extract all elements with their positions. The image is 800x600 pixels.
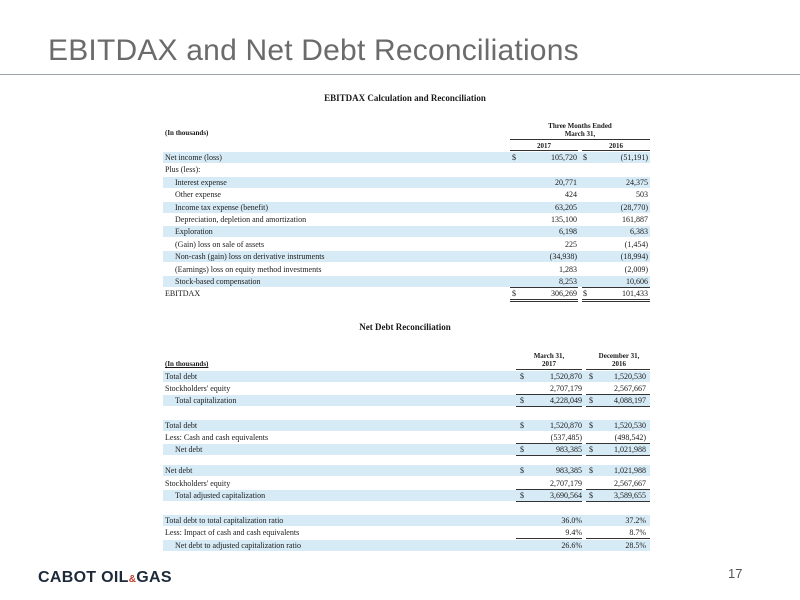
netdebt-row: [163, 371, 650, 382]
company-logo: [38, 569, 172, 587]
ebitdax-value-2017: 63,205: [555, 203, 577, 212]
ebitdax-table-title: EBITDAX Calculation and Reconciliation: [324, 93, 486, 103]
ebitdax-value-2016: 10,606: [626, 277, 648, 286]
netdebt-currency-col2: $: [589, 445, 593, 454]
ebitdax-value-2016: (1,454): [624, 240, 648, 249]
logo-main-text: CABOT OIL: [38, 569, 129, 586]
netdebt-value-col2: 2,567,667: [614, 384, 646, 393]
ebitdax-period-header-2: March 31,: [564, 130, 596, 138]
netdebt-currency-col1: $: [520, 491, 524, 500]
netdebt-value-col1: 2,707,179: [550, 384, 582, 393]
ebitdax-total-double-underline-2017: [510, 299, 578, 302]
ebitdax-row-label: (Earnings) loss on equity method investments: [175, 265, 322, 274]
netdebt-row: [163, 540, 650, 551]
ebitdax-row: [163, 276, 650, 287]
netdebt-row-label: Net debt: [175, 445, 203, 454]
ebitdax-value-2016: 24,375: [626, 178, 648, 187]
netdebt-row-label: Total capitalization: [175, 396, 237, 405]
ebitdax-value-2017: (34,938): [549, 252, 577, 261]
netdebt-row: [163, 515, 650, 526]
netdebt-value-col2: 3,589,655: [614, 491, 646, 500]
netdebt-total-underline-col2: [586, 501, 650, 502]
netdebt-value-col2: 1,520,530: [614, 372, 646, 381]
netdebt-value-col1: 983,385: [556, 466, 582, 475]
netdebt-row-label: Total debt: [165, 421, 198, 430]
ebitdax-value-2017: 6,198: [559, 227, 577, 236]
ebitdax-period-underline: [510, 139, 650, 140]
title-divider: [0, 74, 800, 75]
ebitdax-row-label: EBITDAX: [165, 289, 201, 298]
netdebt-value-col2: 4,088,197: [614, 396, 646, 405]
ebitdax-row-label: Stock-based compensation: [175, 277, 261, 286]
netdebt-col1-line1: March 31,: [533, 352, 565, 360]
netdebt-value-col2: 37.2%: [625, 516, 646, 525]
ebitdax-total-double-underline-2016: [582, 299, 650, 302]
netdebt-table-title: Net Debt Reconciliation: [359, 322, 451, 332]
netdebt-row-label: Less: Cash and cash equivalents: [165, 433, 269, 442]
netdebt-col2-line1: December 31,: [598, 352, 640, 360]
netdebt-col2-underline: [586, 369, 650, 370]
ebitdax-value-2017: 1,283: [559, 265, 577, 274]
ebitdax-currency-2016: $: [583, 153, 587, 162]
ebitdax-value-2016: (2,009): [624, 265, 648, 274]
netdebt-row-label: Total debt: [165, 372, 198, 381]
netdebt-value-col2: 1,021,988: [614, 445, 646, 454]
ebitdax-row-label: Non-cash (gain) loss on derivative instruments: [175, 252, 325, 261]
slide-title: EBITDAX and Net Debt Reconciliations: [48, 34, 579, 67]
netdebt-row: [163, 395, 650, 406]
netdebt-value-col2: 1,520,530: [614, 421, 646, 430]
ebitdax-period-header-1: Three Months Ended: [548, 122, 612, 130]
ebitdax-value-2017: 135,100: [551, 215, 577, 224]
netdebt-currency-col2: $: [589, 466, 593, 475]
ebitdax-row: [163, 214, 650, 225]
ebitdax-value-2017: 105,720: [551, 153, 577, 162]
netdebt-currency-col1: $: [520, 466, 524, 475]
ebitdax-row-label: Depreciation, depletion and amortization: [175, 215, 307, 224]
netdebt-currency-col2: $: [589, 396, 593, 405]
netdebt-total-underline-col1: [516, 455, 582, 456]
netdebt-row: [163, 432, 650, 443]
netdebt-currency-col1: $: [520, 372, 524, 381]
netdebt-total-underline-col1: [516, 406, 582, 407]
ebitdax-value-2016: (51,191): [620, 153, 648, 162]
netdebt-total-underline-col2: [586, 406, 650, 407]
netdebt-row: [163, 478, 650, 489]
ebitdax-units-label: (In thousands): [165, 129, 209, 137]
netdebt-col2-line2: 2016: [612, 360, 626, 368]
ebitdax-row: [163, 264, 650, 275]
netdebt-currency-col2: $: [589, 491, 593, 500]
netdebt-row-label: Stockholders' equity: [165, 479, 231, 488]
ebitdax-currency-2017: $: [512, 153, 516, 162]
ebitdax-row: [163, 251, 650, 262]
ebitdax-value-2016: 6,383: [630, 227, 648, 236]
netdebt-value-col1: 36.0%: [561, 516, 582, 525]
netdebt-value-col2: 8.7%: [629, 528, 646, 537]
ebitdax-col-2017: 2017: [537, 142, 551, 150]
ebitdax-value-2017: 225: [565, 240, 577, 249]
ebitdax-row-label: Net income (loss): [165, 153, 222, 162]
ebitdax-value-2016: (18,994): [620, 252, 648, 261]
ebitdax-value-2017: 424: [565, 190, 577, 199]
netdebt-row: [163, 490, 650, 501]
netdebt-value-col2: (498,542): [614, 433, 646, 442]
ebitdax-row-label: Plus (less):: [165, 165, 201, 174]
ebitdax-currency-2017: $: [512, 289, 516, 298]
ebitdax-value-2017: 306,269: [551, 289, 577, 298]
ebitdax-value-2016: 101,433: [622, 289, 648, 298]
netdebt-col1-line2: 2017: [542, 360, 556, 368]
netdebt-total-underline-col1: [516, 501, 582, 502]
netdebt-value-col2: 1,021,988: [614, 466, 646, 475]
netdebt-row: [163, 465, 650, 476]
netdebt-row: [163, 444, 650, 455]
netdebt-value-col2: 2,567,667: [614, 479, 646, 488]
ebitdax-value-2017: 20,771: [555, 178, 577, 187]
ebitdax-row: [163, 189, 650, 200]
netdebt-row-label: Net debt: [165, 466, 193, 475]
netdebt-row-label: Total adjusted capitalization: [175, 491, 266, 500]
ebitdax-col-2016-underline: [582, 150, 650, 151]
ebitdax-col-2017-underline: [510, 150, 578, 151]
ebitdax-row-label: Income tax expense (benefit): [175, 203, 269, 212]
netdebt-value-col1: 3,690,564: [550, 491, 582, 500]
netdebt-currency-col1: $: [520, 421, 524, 430]
ebitdax-value-2016: 161,887: [622, 215, 648, 224]
netdebt-row: [163, 527, 650, 538]
netdebt-underline-col1: [516, 538, 582, 539]
netdebt-currency-col2: $: [589, 421, 593, 430]
ebitdax-row-label: Interest expense: [175, 178, 227, 187]
ebitdax-row: [163, 226, 650, 237]
netdebt-value-col1: 26.6%: [561, 541, 582, 550]
ebitdax-row: [163, 164, 650, 175]
netdebt-currency-col2: $: [589, 372, 593, 381]
netdebt-row-label: Less: Impact of cash and cash equivalents: [165, 528, 300, 537]
netdebt-value-col1: 9.4%: [565, 528, 582, 537]
netdebt-currency-col1: $: [520, 396, 524, 405]
netdebt-value-col2: 28.5%: [625, 541, 646, 550]
netdebt-units-label: (In thousands): [165, 360, 209, 368]
ebitdax-currency-2016: $: [583, 289, 587, 298]
ebitdax-row-label: (Gain) loss on sale of assets: [175, 240, 265, 249]
netdebt-row-label: Net debt to adjusted capitalization ratio: [175, 541, 301, 550]
netdebt-underline-col2: [586, 538, 650, 539]
ebitdax-value-2016: (28,770): [620, 203, 648, 212]
netdebt-row: [163, 383, 650, 394]
ebitdax-value-2016: 503: [636, 190, 648, 199]
ebitdax-row: [163, 288, 650, 299]
logo-end-text: GAS: [136, 569, 172, 586]
page-number: 17: [728, 566, 743, 581]
netdebt-currency-col1: $: [520, 445, 524, 454]
ebitdax-col-2016: 2016: [609, 142, 623, 150]
ebitdax-row: [163, 239, 650, 250]
ebitdax-row: [163, 202, 650, 213]
ebitdax-value-2017: 8,253: [559, 277, 577, 286]
ebitdax-row-label: Other expense: [175, 190, 221, 199]
netdebt-row: [163, 420, 650, 431]
netdebt-value-col1: 2,707,179: [550, 479, 582, 488]
ebitdax-row: [163, 152, 650, 163]
netdebt-row-label: Stockholders' equity: [165, 384, 231, 393]
netdebt-value-col1: 1,520,870: [550, 421, 582, 430]
netdebt-value-col1: 983,385: [556, 445, 582, 454]
netdebt-row-label: Total debt to total capitalization ratio: [165, 516, 284, 525]
logo-ampersand: &: [128, 574, 137, 585]
netdebt-value-col1: 4,228,049: [550, 396, 582, 405]
netdebt-value-col1: (537,485): [550, 433, 582, 442]
ebitdax-row-label: Exploration: [175, 227, 213, 236]
netdebt-col1-underline: [516, 369, 582, 370]
netdebt-total-underline-col2: [586, 455, 650, 456]
ebitdax-row: [163, 177, 650, 188]
netdebt-value-col1: 1,520,870: [550, 372, 582, 381]
